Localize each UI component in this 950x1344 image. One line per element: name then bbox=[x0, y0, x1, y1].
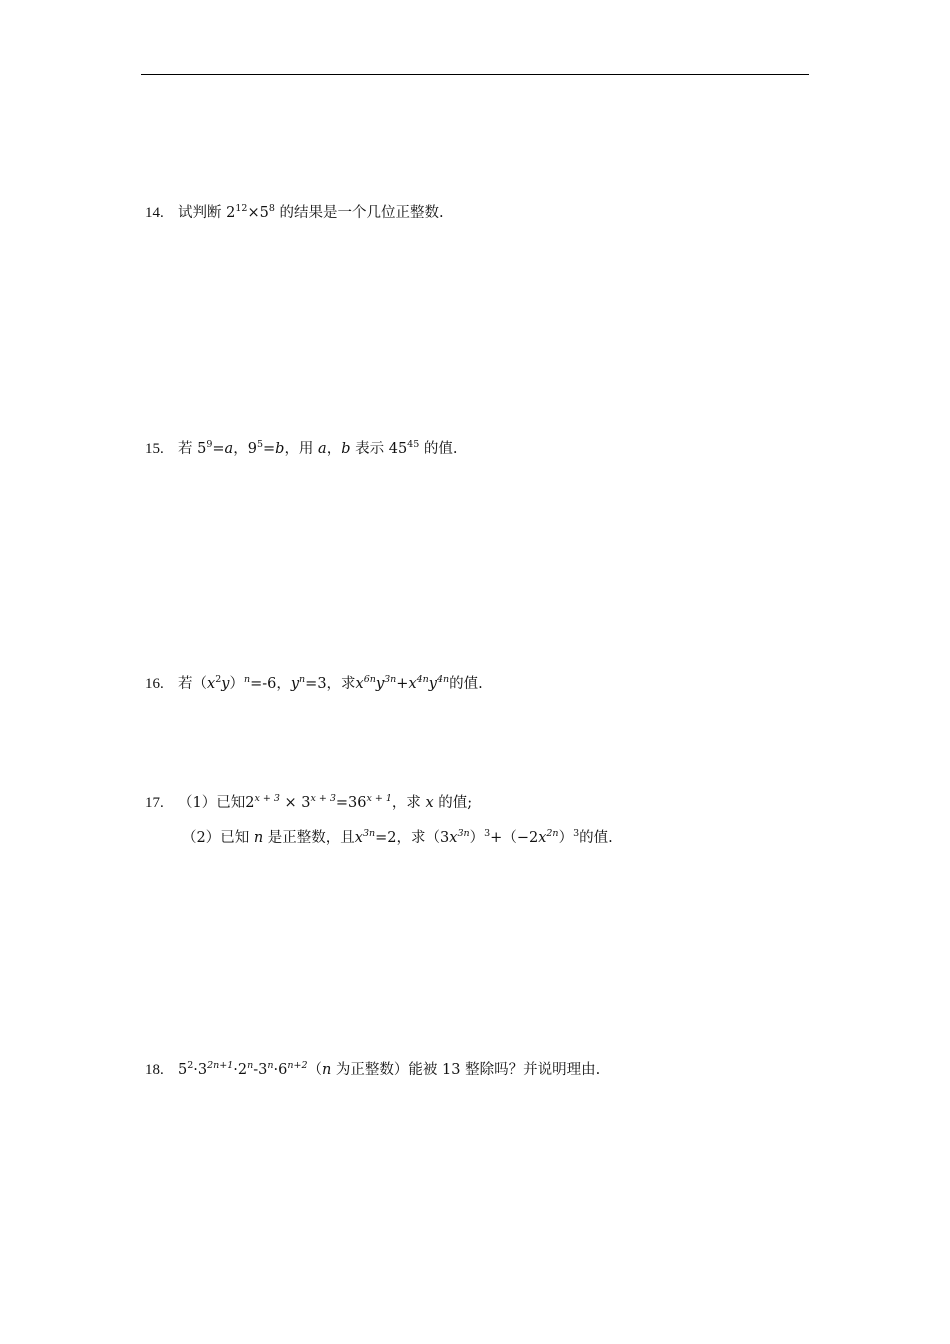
question-text: 试判断 $2^{12}\times 5^8$ 的结果是一个几位正整数. bbox=[178, 203, 444, 221]
question-17 bbox=[145, 793, 472, 813]
question-number: 18. bbox=[145, 1062, 164, 1078]
header-rule bbox=[141, 74, 809, 75]
question-16 bbox=[145, 674, 483, 694]
question-number: 15. bbox=[145, 441, 164, 457]
question-number: 16. bbox=[145, 676, 164, 692]
question-15 bbox=[145, 439, 457, 459]
question-18 bbox=[145, 1060, 600, 1080]
question-text: $5^2\cdot 3^{2n+1}\cdot 2^n-3^n\cdot 6^{n+2}(n$ 为正整数）能被 13 整除吗？并说明理由. bbox=[178, 1060, 601, 1078]
question-number: 14. bbox=[145, 205, 164, 221]
question-17-part-1: （1）已知$2^{x + 3} \times 3^{x + 3}=36^{x + 1}$，求 x 的值; bbox=[178, 793, 473, 811]
question-text: 若 $5^9=a$，$9^5=b$，用 a，b 表示 $45^{45}$ 的值. bbox=[178, 439, 458, 457]
question-text: 若$(x^2y)^n=-6$，$y^n=3$，求$x^{6n}y^{3n}+x^{4n}y^{4n}$的值. bbox=[178, 674, 483, 692]
question-17-part-2: （2）已知 n 是正整数，且$x^{3n}=2$，求$(3x^{3n})^3+(-2x^{2n})^3$的值. bbox=[182, 828, 613, 846]
question-number: 17. bbox=[145, 795, 164, 811]
question-14 bbox=[145, 203, 444, 223]
